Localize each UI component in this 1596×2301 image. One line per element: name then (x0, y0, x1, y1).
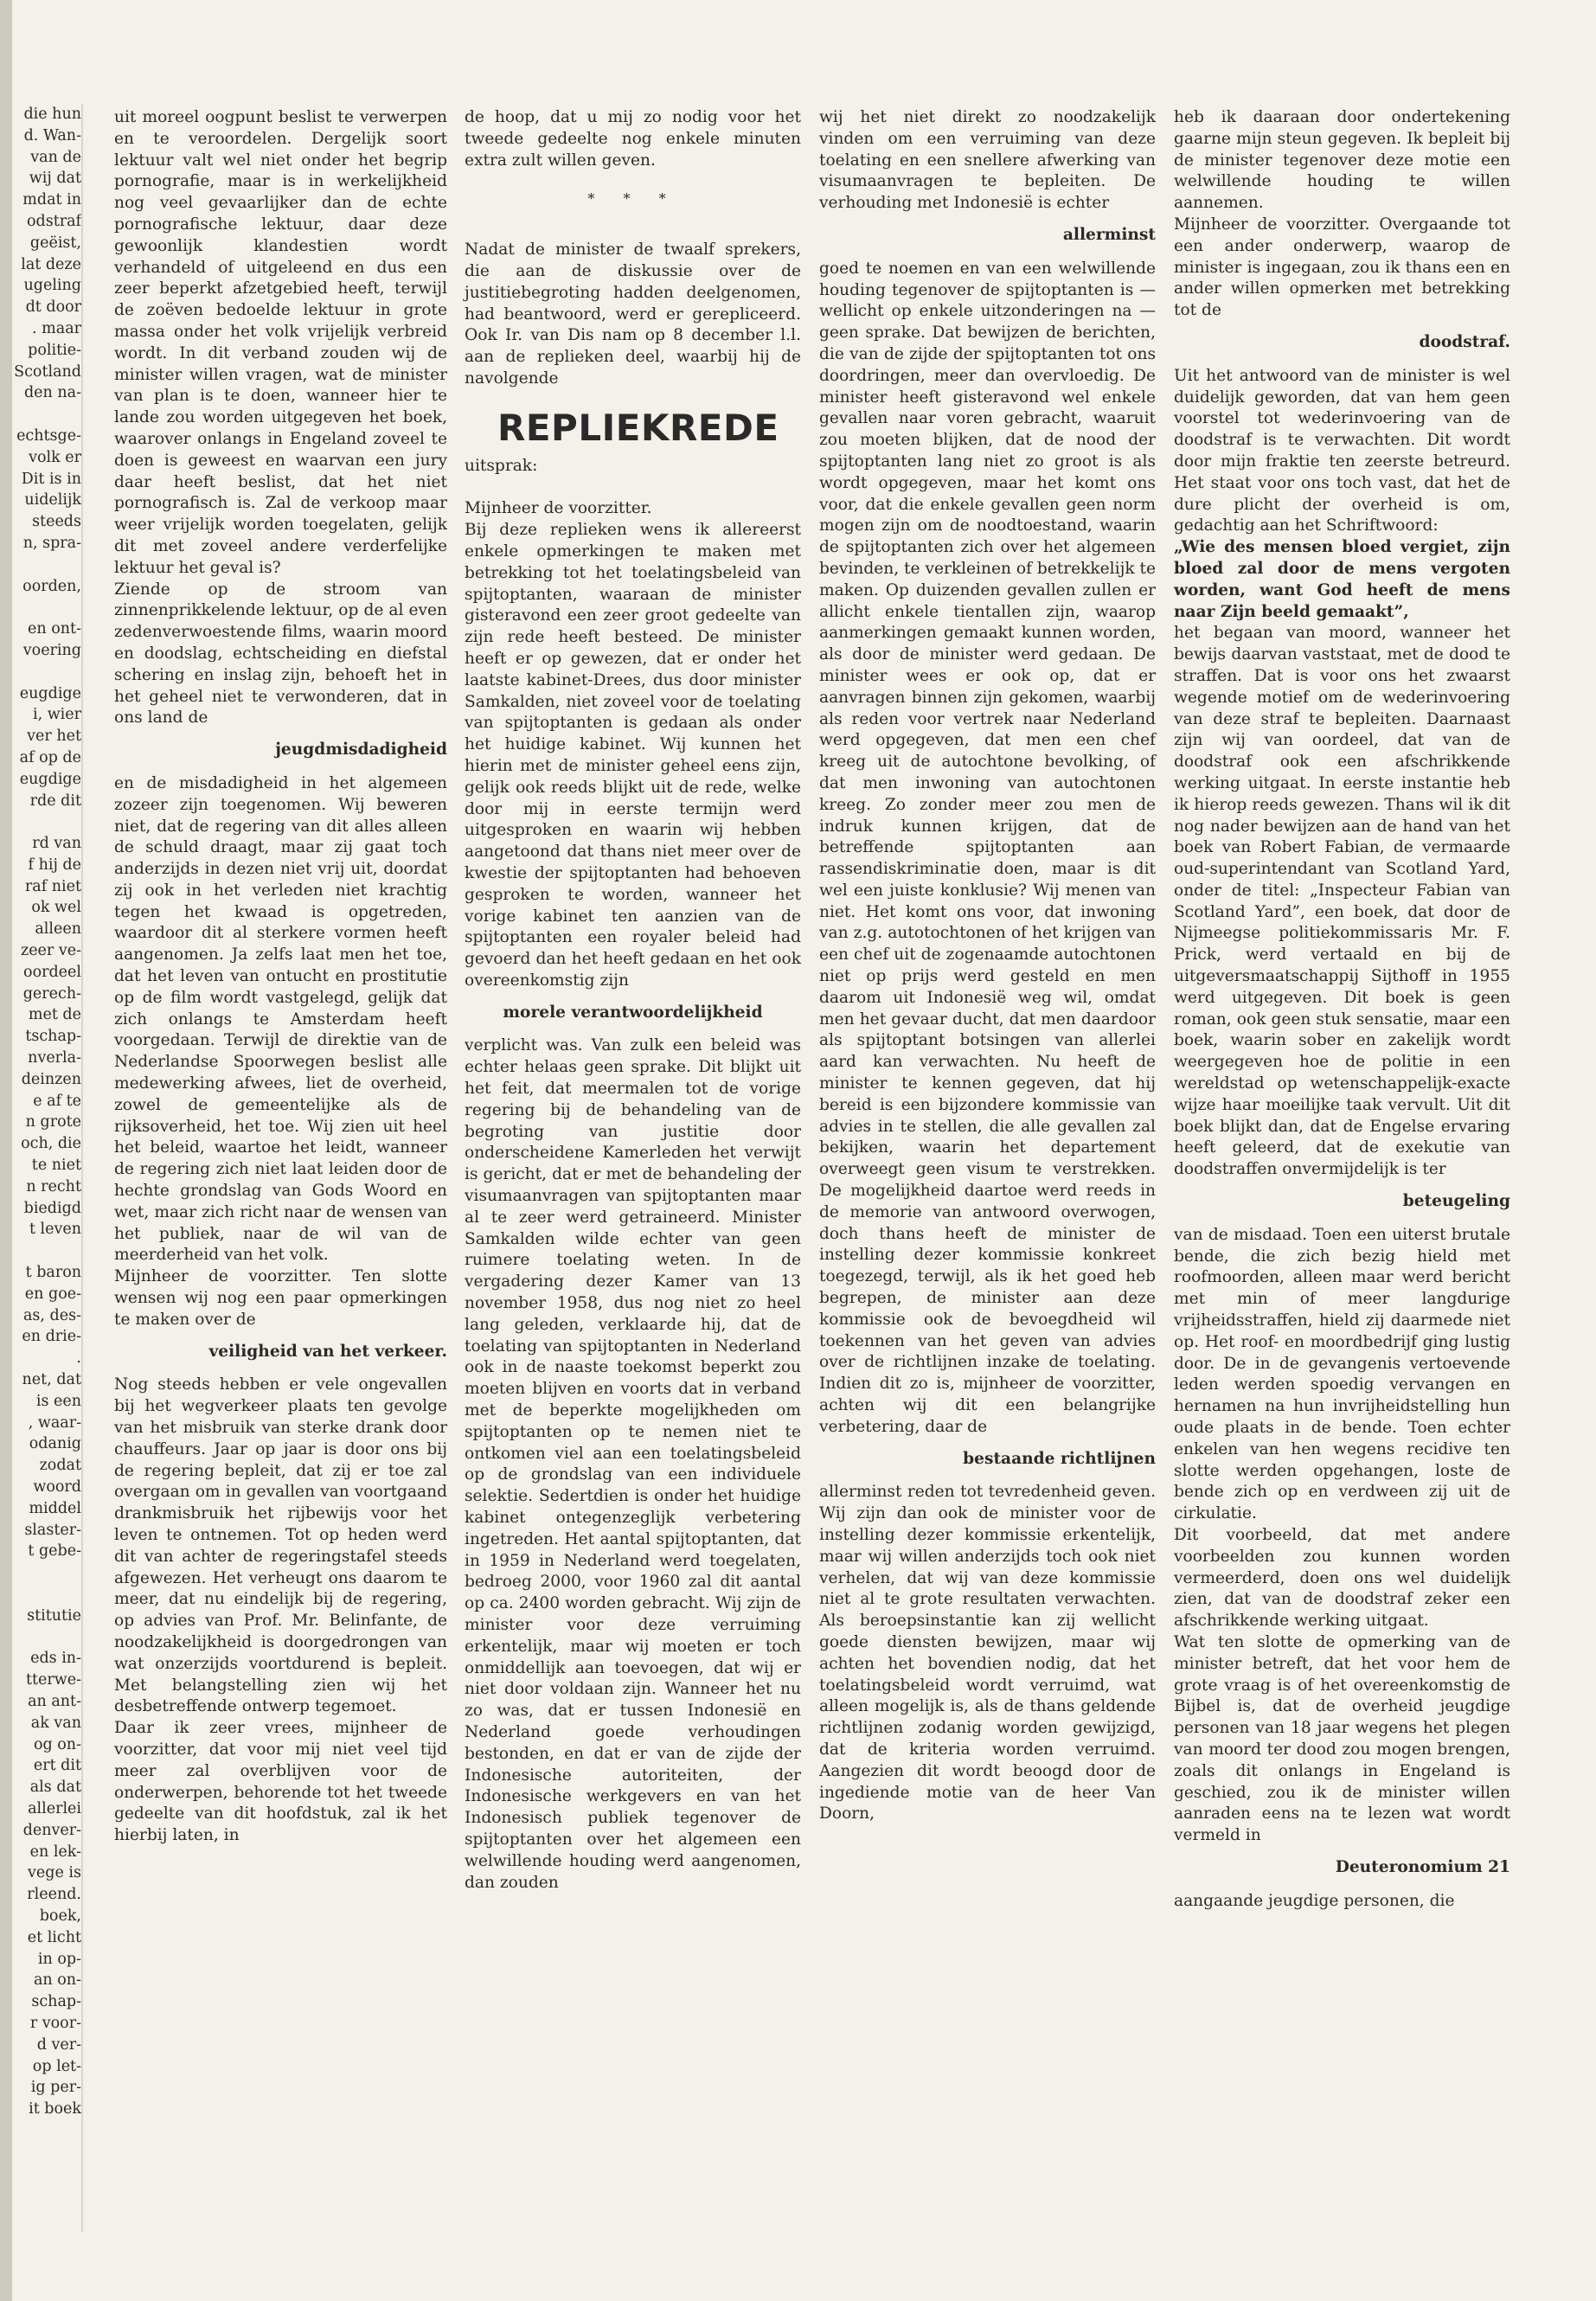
prev-line: rleend. (27, 1886, 81, 1904)
prev-line (7, 404, 81, 426)
prev-line: dt door (25, 298, 81, 317)
prev-line: schap- (31, 1993, 81, 2011)
prev-line (7, 1627, 81, 1649)
paragraph: Uit het antwoord van de minister is wel duidelijk geworden, dat van hem geen voorstel tot wederinvoering van de doodstraf is te verwachten. Dit wordt door mijn fraktie ten zeerste betreurd. Het staat voor ons toch vast, dat het de dure plicht der overheid is om, gedachtig aan het Schriftwoord: (1174, 366, 1510, 535)
prev-line: alleen (35, 920, 81, 939)
prev-line: middel (29, 1499, 81, 1517)
prev-line: as, des- (23, 1306, 81, 1324)
prev-line: wij dat (29, 170, 81, 188)
prev-line: denver- (22, 1821, 81, 1839)
prev-line: en drie- (22, 1328, 81, 1346)
prev-line: rde dit (29, 792, 81, 810)
prev-line: n recht (26, 1177, 81, 1195)
paragraph: de hoop, dat u mij zo nodig voor het tweede gedeelte nog enkele minuten extra zult willen geven. (465, 108, 801, 170)
prev-line: t baron (25, 1264, 81, 1282)
subheading-allerminst: allerminst (1062, 225, 1156, 244)
prev-line (7, 597, 81, 619)
paragraph: goed te noemen en van een welwillende houding tegenover de spijtoptanten is — wellicht op enkele uitzonderingen na — geen sprake. Dat bewijzen de berichten, die van de zijde der spijtoptanten tot ons doordringen, meer dan overvloedig. De minister heeft gisteravond wel enkele gevallen naar voren gebracht, waaruit zou moeten blijken, dat de nood der spijtoptanten lang niet zo groot is als wordt opgegeven, maar het komt ons voor, dat die enkele gevallen geen norm mogen zijn om de noodtoestand, waarin de spijtoptanten zich over het algemeen bevinden, te verkleinen of betrekkelijk te maken. Op duizenden gevallen zullen er allicht enkele tientallen zijn, waarop aanmerkingen gemaakt kunnen worden, als door de minister werd gedaan. De minister wees er ook op, dat er aanvragen binnen zijn gekomen, waarbij als reden voor vertrek naar Nederland werd opgegeven, dat men een chef kreeg uit de autochtone bevolking, of dat men inwoning van autochtonen kreeg. Zo zonder meer zou men de indruk kunnen krijgen, dat de betreffende spijtoptanten aan rassendiskriminatie doen, maar is dit wel een juiste konklusie? Wij menen van niet. Het komt ons voor, dat inwoning van z.g. autotochtonen of het krijgen van een chef uit de zogenaamde autochtonen niet op prijs werd gesteld en men daarom uit Indonesië weg wil, omdat men het gevaar ducht, dat men daardoor als spijtoptant botsingen van allerlei aard kan verwachten. Nu heeft de minister te kennen gegeven, dat hij bereid is een bijzondere kommissie van advies in te stellen, die alle gevallen zal bekijken, waarin het departement overweegt geen visum te verstrekken. De mogelijkheid daartoe werd reeds in de memorie van antwoord overwogen, doch thans heeft de minister de instelling dezer kommissie konkreet toegezegd, terwijl, als ik het goed heb begrepen, de minister aan deze kommissie ook de bevoegdheid wil toekennen van het geven van advies over de richtlijnen inzake de toelating. Indien dit zo is, mijnheer de voorzitter, achten wij dit een belangrijke verbetering, daar de (819, 259, 1156, 1436)
prev-line: an ant- (28, 1692, 81, 1710)
paragraph: Wat ten slotte de opmerking van de minister betreft, dat het voor hem de grote vraag is of het overeenkomstig de Bijbel is, dat de overheid jeugdige personen van 18 jaar wegens het plegen van moord ter dood zou mogen brengen, zoals dit onlangs in Engeland is geschied, zou ik de minister willen aanraden eens na te lezen wat wordt vermeld in (1174, 1632, 1510, 1845)
prev-line: eds in- (30, 1650, 81, 1668)
paragraph: Dit voorbeeld, dat met andere voorbeelden zou kunnen worden vermeerderd, doen ons wel duidelijk zien, dat van de doodstraf zeker een afschrikkende werking uitgaat. (1174, 1526, 1510, 1631)
prev-line (7, 1562, 81, 1584)
prev-line: biedigd (23, 1199, 81, 1217)
prev-line: nverla- (28, 1049, 81, 1067)
prev-line: is een (35, 1392, 81, 1410)
prev-line (7, 811, 81, 833)
prev-line: f hij de (28, 856, 81, 874)
prev-line: en lek- (29, 1843, 81, 1861)
prev-line: tterwe- (25, 1671, 81, 1689)
prev-line: e af te (33, 1092, 81, 1110)
prev-line: voering (22, 641, 81, 659)
column-4 (1174, 107, 1510, 1913)
prev-line: ig per- (30, 2079, 81, 2097)
subheading-doodstraf: doodstraf. (1419, 332, 1510, 351)
prev-line: af op de (19, 748, 81, 766)
prev-line: boek, (39, 1907, 81, 1925)
prev-line: it boek (29, 2100, 81, 2118)
paragraph: Mijnheer de voorzitter. (465, 499, 652, 518)
prev-line: met de (28, 1006, 81, 1024)
prev-line: ok wel (31, 899, 81, 917)
paragraph: en de misdadigheid in het algemeen zozeer zijn toegenomen. Wij beweren niet, dat de regering van dit alles alleen de schuld draagt, maar zij gaat toch anderzijds in dezen niet vrij uit, doordat zij ook in het verleden niet krachtig tegen het kwaad is opgetreden, waardoor dit al sterkere vormen heeft aangenomen. Ja zelfs laat men het toe, dat het leven van ontucht en prostitutie op de film wordt vastgelegd, gelijk dat zich onlangs te Amsterdam heeft voorgedaan. Terwijl de direktie van de Nederlandse Spoorwegen beslist alle medewerking afwees, liet de overheid, zowel de gemeentelijke als de rijksoverheid, het toe. Wij zien uit heel het beleid, waartoe het leidt, wanneer de regering zich niet laat leiden door de hechte grondslag van Gods Woord en wet, maar zich richt naar de wensen van het publiek, naar de wil van de meerderheid van het volk. (114, 773, 447, 1265)
paragraph: uit moreel oogpunt beslist te verwerpen en te veroordelen. Dergelijk soort lektuur valt wel niet onder het begrip pornografie, maar is in werkelijkheid nog veel gevaarlijker dan de echte pornografische lektuur, daar deze gewoonlijk klandestien wordt verhandeld of uitgeleend en dus een zeer beperkt afzetgebied heeft, terwijl de zoëven bedoelde lektuur in grote massa onder het volk vrijelijk verbreid wordt. In dit verband zouden wij de minister willen vragen, wat de minister van plan is te doen, wanneer hier te lande zou worden uitgegeven het boek, waarover onlangs in Engeland zoveel te doen is geweest en waarvan een jury daar heeft beslist, dat het niet pornografisch is. Zal de verkoop maar weer vrijelijk worden toegelaten, gelijk dit met zoveel andere verderfelijke lektuur het geval is? (114, 108, 447, 577)
paragraph: Nog steeds hebben er vele ongevallen bij het wegverkeer plaats ten gevolge van het misbruik van sterke drank door chauffeurs. Jaar op jaar is door ons bij de regering bepleit, dat zij er toe zal overgaan om in gevallen van voortgaand drankmisbruik het rijbewijs voor het leven te ontnemen. Tot op heden werd dit van achter de regeringstafel steeds afgewezen. Het verheugt ons daarom te meer, dat nu eindelijk bij de regering, op advies van Prof. Mr. Belinfante, de noodzakelijkheid is doorgedrongen van wat onzerzijds voortdurend is bepleit. Met belangstelling zien wij het desbetreffende ontwerp tegemoet. (114, 1375, 447, 1716)
subheading-beteugeling: beteugeling (1402, 1192, 1510, 1211)
prev-line: Dit is in (21, 470, 81, 488)
prev-line: . maar (32, 319, 81, 337)
prev-line: eugdige (19, 684, 81, 702)
prev-line: gerech- (22, 984, 81, 1003)
prev-line: zeer ve- (20, 942, 81, 960)
paragraph: Bij deze replieken wens ik allereerst enkele opmerkingen te maken met betrekking tot het toelatingsbeleid van spijtoptanten, waaraan de minister gisteravond een zeer groot gedeelte van zijn rede heeft besteed. De minister heeft er op gewezen, dat er onder het laatste kabinet-Drees, dus door minister Samkalden, niet zoveel voor de toelating van spijtoptanten is gedaan als onder het huidige kabinet. Wij kunnen het hierin met de minister geheel eens zijn, gelijk ook reeds blijkt uit de rede, welke door mij in eerste termijn werd uitgesproken en waarin wij hebben aangetoond dat thans niet meer over de kwestie der spijtoptanten had behoeven gesproken te worden, wanneer het vorige kabinet ten aanzien van de spijtoptanten een royaler beleid had gevoerd dan het heeft gedaan en het ook overeenkomstig zijn (465, 521, 801, 990)
prev-line: t leven (29, 1221, 81, 1239)
prev-line: t gebe- (28, 1542, 81, 1561)
paragraph: allerminst reden tot tevredenheid geven. Wij zijn dan ook de minister voor de instelling dezer kommissie erkentelijk, maar wij willen anderzijds toch ook niet verhelen, dat wij van deze kommissie niet al te grote resultaten verwachten. Als beroepsinstantie kan zij wellicht goede diensten bewijzen, maar wij achten het bovendien nodig, dat het toelatingsbeleid wordt verruimd, wat alleen mogelijk is, als de thans geldende richtlijnen zodanig worden gewijzigd, dat de kriteria worden verruimd. Aangezien dit wordt beoogd door de ingediende motie van de heer Van Doorn, (819, 1483, 1156, 1823)
prev-line: op let- (32, 2057, 81, 2075)
prev-line: deinzen (21, 1070, 81, 1088)
previous-page-text (7, 104, 81, 2120)
subheading-morele-verantwoordelijkheid: morele verantwoordelijkheid (503, 1003, 763, 1022)
prev-line: raf niet (24, 877, 81, 895)
prev-line: Scotland (14, 362, 81, 381)
prev-line: zodat (39, 1457, 81, 1475)
prev-line: steeds (32, 513, 81, 531)
prev-line: d ver- (36, 2035, 81, 2054)
paragraph: van de misdaad. Toen een uiterst brutale bende, die zich bezig hield met roofmoorden, alleen maar werd bericht met min of meer langdurige vrijheidsstraffen, hield zij daarmede niet op. Het roof- en moordbedrijf ging lustig door. De in de gevangenis vertoevende leden werden spoedig vervangen en hernamen na hun invrijheidstelling hun oude plaats in de bende. Toen echter enkelen van hen wegens recidive ten slotte werden opgehangen, loste de bende zich op en verdween zij uit de cirkulatie. (1174, 1225, 1510, 1523)
prev-line (7, 554, 81, 576)
prev-line: mdat in (22, 191, 81, 209)
prev-line (7, 662, 81, 683)
subheading-verkeer: veiligheid van het verkeer. (208, 1342, 447, 1361)
paragraph: Ziende op de stroom van zinnenprikkelende lektuur, op de al even zedenverwoestende films, waarin moord en doodslag, echtscheiding en diefstal schering en inslag zijn, behoeft het in het geheel niet te verwonderen, dat in ons land de (114, 580, 447, 727)
paragraph: aangaande jeugdige personen, die (1174, 1891, 1455, 1910)
prev-line: ert dit (33, 1757, 81, 1775)
prev-line: woord (33, 1478, 81, 1496)
prev-line: politie- (28, 341, 81, 359)
prev-line: , waar- (28, 1413, 81, 1432)
paragraph: Mijnheer de voorzitter. Overgaande tot een ander onderwerp, waarop de minister is ingegaan, zou ik thans een en ander willen opmerken met betrekking tot de (1174, 215, 1510, 320)
paragraph: verplicht was. Van zulk een beleid was echter helaas geen sprake. Dit blijkt uit het feit, dat meermalen tot de vorige regering bij de behandeling van de begroting van justitie door onderscheidene Kamerleden het verwijt is gericht, dat er met de behandeling der visumaanvragen van spijtoptanten maar al te zeer werd getraineerd. Minister Samkalden wilde echter van geen ruimere toelating weten. In de vergadering dezer Kamer van 13 november 1958, dus nog niet zo heel lang geleden, verklaarde hij, dat de toelating van spijtoptanten in Nederland ook in de naaste toekomst beperkt zou moeten blijven en voorts dat in verband met de beperkte mogelijkheden om spijtoptanten op te nemen niet te ontkomen viel aan een toelatingsbeleid op de grondslag van een individuele selektie. Sedertdien is onder het huidige kabinet ontegenzeglijk verbetering ingetreden. Het aantal spijtoptanten, dat in 1959 in Nederland werd toegelaten, bedroeg 2000, voor 1960 zal dit aantal op ca. 2400 worden gebracht. Wij zijn de minister voor deze verruiming erkentelijk, maar wij moeten er toch onmiddellijk aan toevoegen, dat wij er niet door voldaan zijn. Wanneer het nu zo was, dat er tussen Indonesië en Nederland goede verhoudingen bestonden, en dat er van de zijde der Indonesische autoriteiten, der Indonesische werkgevers en van het Indonesisch publiek tegenover de spijtoptanten over het algemeen een welwillende houding werd aangenomen, dan zouden (465, 1036, 801, 1892)
prev-line: geëist, (29, 234, 81, 252)
prev-line: . (76, 1349, 81, 1368)
column-3 (819, 107, 1156, 1825)
paragraph: uitsprak: (465, 456, 538, 475)
prev-line: d. Wan- (23, 126, 81, 144)
prev-line: lat deze (21, 255, 81, 273)
prev-line: als dat (29, 1779, 81, 1797)
column-2 (465, 107, 801, 1894)
prev-line: n, spra- (22, 534, 81, 552)
prev-line: ak van (30, 1714, 81, 1732)
prev-line: odstraf (26, 212, 81, 230)
prev-line (7, 1240, 81, 1262)
prev-line: oordeel (23, 963, 81, 981)
prev-line: te niet (31, 1157, 81, 1175)
section-separator: * * * (587, 190, 678, 208)
paragraph: Nadat de minister de twaalf sprekers, die aan de diskussie over de justitiebegroting hadden deelgenomen, had beantwoord, werd er gerepliceerd. Ook Ir. van Dis nam op 8 december l.l. aan de replieken deel, waarbij hij de navolgende (465, 240, 801, 388)
paragraph: heb ik daaraan door ondertekening gaarne mijn steun gegeven. Ik bepleit bij de minister tegenover deze motie een welwillende houding te willen aannemen. (1174, 108, 1510, 213)
prev-line: uidelijk (24, 491, 81, 510)
prev-line: r voor- (29, 2014, 81, 2032)
prev-line: et licht (27, 1928, 81, 1946)
paragraph: Daar ik zeer vrees, mijnheer de voorzitter, dat voor mij niet veel tijd meer zal overblijven voor de onderwerpen, behorende tot het tweede gedeelte van dit hoofdstuk, zal ik het hierbij laten, in (114, 1719, 447, 1845)
prev-line: oorden, (22, 577, 81, 595)
prev-line: ver het (27, 727, 81, 746)
prev-line: rd van (32, 835, 81, 853)
prev-line: an on- (34, 1971, 81, 1990)
prev-line: net, dat (22, 1371, 81, 1389)
prev-line: die hun (23, 106, 81, 123)
scripture-quote: „Wie des mensen bloed vergiet, zijn bloed zal door de mens vergoten worden, want God heeft de mens naar Zijn beeld gemaakt”, (1174, 538, 1510, 621)
prev-line: slaster- (24, 1521, 81, 1539)
prev-line: en ont- (28, 620, 81, 638)
prev-line: van de (30, 148, 81, 166)
paragraph: het begaan van moord, wanneer het bewijs daarvan vaststaat, met de dood te straffen. Dat is voor ons het zwaarst wegende motief om de wederinvoering van deze straf te bepleiten. Daarnaast zijn wij van oordeel, dat van de doodstraf ook een afschrikkende werking uitgaat. In eerste instantie heb ik hierop reeds gewezen. Thans wil ik dit nog nader bewijzen aan de hand van het boek van Robert Fabian, de vermaarde oud-superintendant van Scotland Yard, onder de titel: „Inspecteur Fabian van Scotland Yard”, een boek, dat door de Nijmeegse politiekommissaris Mr. F. Prick, werd vertaald en bij de uitgeversmaatschappij Sijthoff in 1955 werd uitgegeven. Dit boek is geen roman, ook geen stuk sensatie, maar een boek, waarin sober en zakelijk wordt weergegeven hoe de politie in een wereldstad op wetenschappelijk-exacte wijze haar moeilijke taak vervult. Uit dit boek blijkt dan, dat de Engelse ervaring heeft geleerd, dat de exekutie van doodstraffen onvermijdelijk is ter (1174, 624, 1510, 1179)
prev-line: og on- (33, 1735, 81, 1753)
prev-line (7, 1584, 81, 1606)
prev-line: odanig (29, 1435, 81, 1453)
headline: REPLIEKREDE (497, 406, 779, 449)
paragraph: Mijnheer de voorzitter. Ten slotte wensen wij nog een paar opmerkingen te maken over de (114, 1267, 447, 1329)
prev-line: echtsge- (16, 426, 81, 445)
paragraph: wij het niet direkt zo noodzakelijk vinden om een verruiming van deze toelating en een snellere afwerking van visumaanvragen te bepleiten. De verhouding met Indonesië is echter (819, 108, 1156, 213)
prev-line: och, die (21, 1135, 81, 1153)
subheading-jeugdmisdadigheid: jeugdmisdadigheid (275, 740, 447, 760)
prev-line: den na- (23, 384, 81, 402)
subheading-bestaande-richtlijnen: bestaande richtlijnen (963, 1449, 1156, 1468)
prev-line: en goe- (24, 1285, 81, 1303)
prev-line: in op- (37, 1950, 81, 1968)
prev-line: ugeling (23, 277, 81, 295)
prev-line: volk er (29, 448, 81, 466)
prev-line: n grote (25, 1113, 81, 1131)
prev-line: tschap- (25, 1028, 81, 1046)
prev-line: allerlei (28, 1799, 81, 1817)
prev-line: i, wier (32, 706, 81, 724)
prev-line: eugdige (19, 770, 81, 788)
prev-line: stitutie (27, 1606, 81, 1625)
prev-line: vege is (28, 1864, 81, 1882)
previous-page-column (7, 104, 83, 2232)
subheading-deuteronomium: Deuteronomium 21 (1335, 1857, 1510, 1876)
column-1 (114, 107, 447, 1847)
